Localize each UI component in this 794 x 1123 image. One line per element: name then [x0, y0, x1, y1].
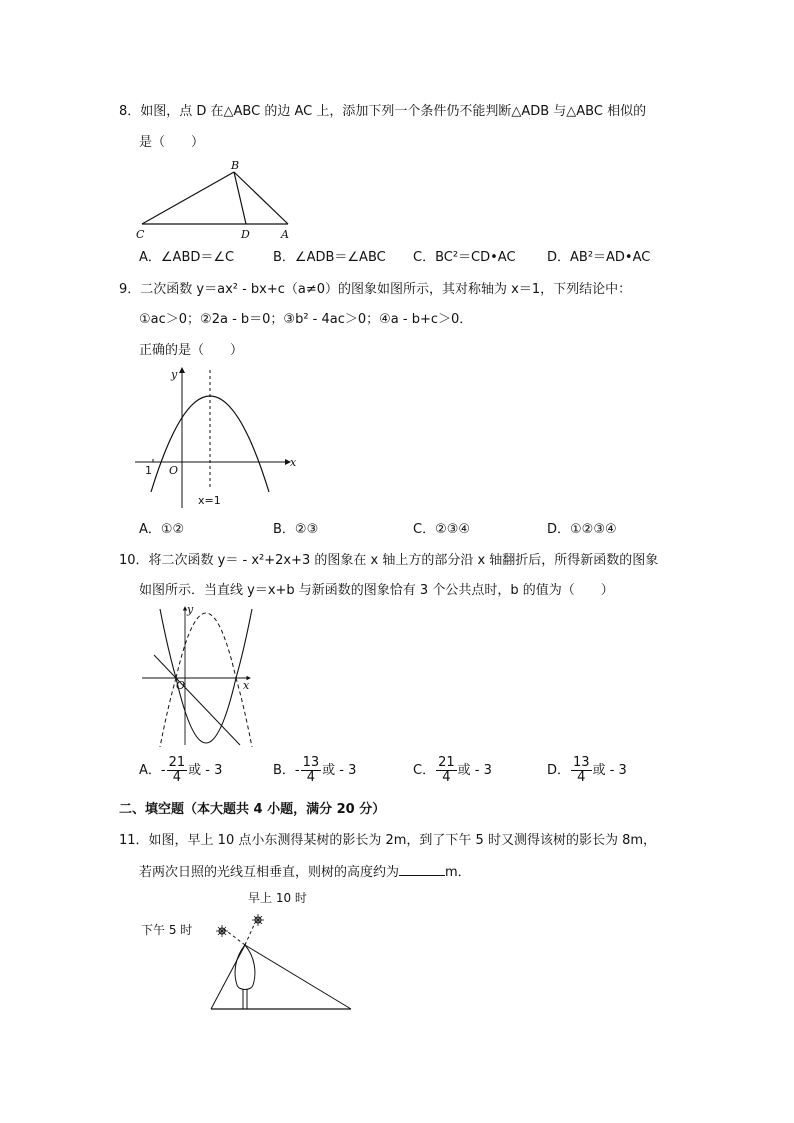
q10-option-b: B．- $\frac{13}{4}$ 或 - 3 [273, 755, 357, 785]
q9-option-b: B．②③ [273, 522, 319, 537]
q8-triangle-figure [130, 155, 300, 245]
q11-stem: 11．如图，早上 10 点小东测得某树的影长为 2m，到了下午 5 时又测得该树的影长为 8m， [119, 833, 657, 848]
x-axis-label: x [290, 456, 297, 469]
q9-conditions: ①ac＞0；②2a - b＝0；③b² - 4ac＞0；④a - b+c＞0． [139, 312, 473, 327]
symmetry-axis-label: x=1 [198, 494, 221, 507]
q9-option-d: D．①②③④ [547, 522, 617, 537]
x-axis-label: x [243, 679, 250, 692]
afternoon-label: 下午 5 时 [141, 923, 193, 937]
q9-option-a: A．①② [139, 522, 185, 537]
label-A: A [281, 228, 289, 241]
q9-option-c: C．②③④ [413, 522, 471, 537]
q9-stem: 9．二次函数 y＝ax² - bx+c（a≠0）的图象如图所示，其对称轴为 x＝1，下列结论中： [119, 282, 632, 297]
section-heading: 二、填空题（本大题共 4 小题，满分 20 分） [119, 802, 386, 817]
answer-blank [399, 863, 445, 876]
sun-afternoon-icon [216, 925, 228, 937]
label-C: C [136, 228, 145, 241]
q8-option-c: C．BC²＝CD•AC [413, 250, 516, 265]
label-D: D [241, 228, 250, 241]
morning-label: 早上 10 时 [248, 891, 307, 905]
q9-question: 正确的是（ ） [139, 343, 244, 358]
origin-label: O [176, 679, 186, 692]
neg-one-label: 1 [145, 464, 152, 477]
q8-stem-cont: 是（ ） [139, 135, 205, 150]
q11-stem-cont: 若两次日照的光线互相垂直，则树的高度约为 m． [139, 865, 471, 880]
y-axis-label: y [187, 603, 194, 616]
q8-stem: 8．如图，点 D 在△ABC 的边 AC 上，添加下列一个条件仍不能判断△ADB 与△ABC 相似的 [119, 104, 647, 119]
q9-parabola-graph [135, 362, 305, 512]
q10-option-d: D． $\frac{13}{4}$ 或 - 3 [547, 755, 627, 785]
label-B: B [231, 159, 240, 172]
sun-morning-icon [252, 914, 264, 926]
q8-option-d: D．AB²＝AD•AC [547, 250, 651, 265]
q10-graph [140, 605, 260, 750]
q8-option-b: B．∠ADB＝∠ABC [273, 250, 386, 265]
y-axis-label: y [171, 368, 178, 381]
origin-label: O [169, 464, 179, 477]
q11-tree-shadow-figure [205, 905, 365, 1015]
q10-option-a: A．- $\frac{21}{4}$ 或 - 3 [139, 755, 223, 785]
q10-stem-cont: 如图所示．当直线 y＝x+b 与新函数的图象恰有 3 个公共点时，b 的值为（ ） [139, 583, 614, 598]
q8-option-a: A．∠ABD＝∠C [139, 250, 235, 265]
q10-stem: 10．将二次函数 y＝ - x²+2x+3 的图象在 x 轴上方的部分沿 x 轴翻折后，所得新函数的图象 [119, 553, 659, 568]
q10-option-c: C． $\frac{21}{4}$ 或 - 3 [413, 755, 492, 785]
